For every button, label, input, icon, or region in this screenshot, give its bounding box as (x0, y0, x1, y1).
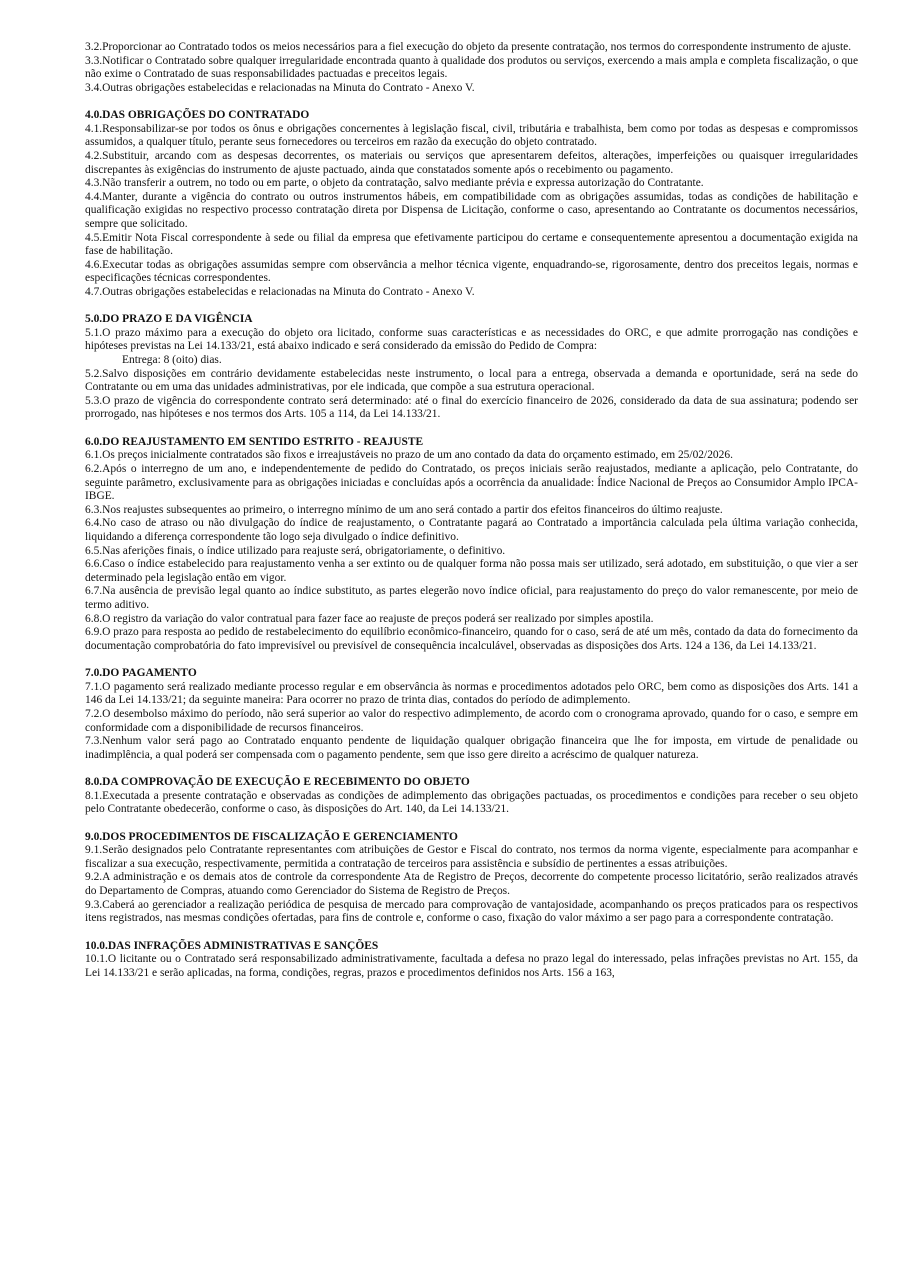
section-heading: 6.0.DO REAJUSTAMENTO EM SENTIDO ESTRITO - REAJUSTE (85, 435, 424, 448)
paragraph-10-1: 10.1.O licitante ou o Contratado será responsabilizado administrativamente, facultada a defesa no prazo legal do interessado, pelas infrações previstas no Art. 155, da Lei 14.133/21 e serão aplicadas, na forma, condições, regras, prazos e procedimentos definidos nos Arts. 156 a 163, (85, 953, 858, 979)
paragraph-9-3: 9.3.Caberá ao gerenciador a realização periódica de pesquisa de mercado para comprovação de vantajosidade, acompanhando os preços praticados para os respectivos itens registrados, nas mesmas condições ofertadas, para fins de controle e, conforme o caso, fixação do valor máximo a ser pago para a correspondente contratação. (85, 898, 858, 925)
paragraph-4-4: 4.4.Manter, durante a vigência do contrato ou outros instrumentos hábeis, em compatibilidade com as obrigações assumidas, todas as condições de habilitação e qualificação exigidas no respectivo processo contratação direta por Dispensa de Licitação, conforme o caso, apresentando ao Contratante os documentos necessários, sempre que solicitado. (85, 190, 858, 230)
paragraph-6-5: 6.5.Nas aferições finais, o índice utilizado para reajuste será, obrigatoriamente, o definitivo. (85, 544, 506, 557)
intro-block (85, 41, 858, 95)
paragraph-3-2: 3.2.Proporcionar ao Contratado todos os meios necessários para a fiel execução do objeto da presente contratação, nos termos do correspondente instrumento de ajuste. (85, 41, 852, 53)
paragraph-4-2: 4.2.Substituir, arcando com as despesas decorrentes, os materiais ou serviços que apresentarem defeitos, alterações, imperfeições ou quaisquer irregularidades discrepantes às exigências do instrumento de ajuste pactuado, ainda que constatados somente após o recebimento ou pagamento. (85, 149, 858, 176)
section-heading: 7.0.DO PAGAMENTO (85, 667, 197, 680)
paragraph-5-3: 5.3.O prazo de vigência do correspondente contrato será determinado: até o final do exercício financeiro de 2026, considerado da data de sua assinatura; podendo ser prorrogado, nas hipóteses e nos termos dos Arts. 105 a 114, da Lei 14.133/21. (85, 394, 858, 421)
section-5 (85, 313, 858, 422)
section-9 (85, 831, 858, 926)
paragraph-5-2: 5.2.Salvo disposições em contrário devidamente estabelecidas neste instrumento, o local para a entrega, observada a demanda e oportunidade, será na sede do Contratante ou em uma das unidades administrativas, por ele indicada, que compõe a sua estrutura operacional. (85, 367, 858, 394)
section-heading: 5.0.DO PRAZO E DA VIGÊNCIA (85, 313, 253, 326)
paragraph-6-1: 6.1.Os preços inicialmente contratados são fixos e irreajustáveis no prazo de um ano contado da data do orçamento estimado, em 25/02/2026. (85, 449, 733, 462)
section-6 (85, 436, 858, 654)
section-4 (85, 109, 858, 299)
section-7 (85, 667, 858, 762)
paragraph-7-1: 7.1.O pagamento será realizado mediante processo regular e em observância às normas e procedimentos adotados pelo ORC, bem como as disposições dos Arts. 141 a 146 da Lei 14.133/21; da seguinte maneira: Para ocorrer no prazo de trinta dias, contados do período de adimplemento. (85, 680, 858, 707)
section-8 (85, 776, 858, 817)
paragraph-6-2: 6.2.Após o interregno de um ano, e independentemente de pedido do Contratado, os preços iniciais serão reajustados, mediante a aplicação, pelo Contratante, do seguinte parâmetro, exclusivamente para as obrigações iniciadas e concluídas após a ocorrência da anualidade: Índice Nacional de Preços ao Consumidor Amplo IPCA-IBGE. (85, 463, 858, 503)
section-heading: 4.0.DAS OBRIGAÇÕES DO CONTRATADO (85, 109, 310, 122)
paragraph-5-1: 5.1.O prazo máximo para a execução do objeto ora licitado, conforme suas características e as necessidades do ORC, e que admite prorrogação nas condições e hipóteses previstas na Lei 14.133/21, está abaixo indicado e será considerado da emissão do Pedido de Compra: (85, 326, 858, 353)
paragraph-8-1: 8.1.Executada a presente contratação e observadas as condições de adimplemento das obrigações pactuadas, os procedimentos e condições para receber o seu objeto pelo Contratante obedecerão, conforme o caso, às disposições do Art. 140, da Lei 14.133/21. (85, 789, 858, 816)
paragraph-6-8: 6.8.O registro da variação do valor contratual para fazer face ao reajuste de preços poderá ser realizado por simples apostila. (85, 612, 654, 625)
paragraph-7-2: 7.2.O desembolso máximo do período, não será superior ao valor do respectivo adimplemento, de acordo com o cronograma aprovado, quando for o caso, e sempre em conformidade com a disponibilidade de recursos financeiros. (85, 707, 858, 734)
paragraph-7-3: 7.3.Nenhum valor será pago ao Contratado enquanto pendente de liquidação qualquer obrigação financeira que lhe for imposta, em virtude de penalidade ou inadimplência, a qual poderá ser compensada com o pagamento pendente, sem que isso gere direito a acréscimo de qualquer natureza. (85, 735, 858, 761)
section-10 (85, 940, 858, 981)
section-heading: 8.0.DA COMPROVAÇÃO DE EXECUÇÃO E RECEBIMENTO DO OBJETO (85, 776, 470, 789)
paragraph-4-3: 4.3.Não transferir a outrem, no todo ou em parte, o objeto da contratação, salvo mediante prévia e expressa autorização do Contratante. (85, 177, 704, 190)
section-heading: 10.0.DAS INFRAÇÕES ADMINISTRATIVAS E SANÇÕES (85, 939, 379, 952)
paragraph-4-5: 4.5.Emitir Nota Fiscal correspondente à sede ou filial da empresa que efetivamente participou do certame e consequentemente apresentou a documentação exigida na fase de habilitação. (85, 231, 858, 258)
paragraph-4-7: 4.7.Outras obrigações estabelecidas e relacionadas na Minuta do Contrato - Anexo V. (85, 285, 475, 298)
paragraph-9-2: 9.2.A administração e os demais atos de controle da correspondente Ata de Registro de Preços, decorrente do competente processo licitatório, serão realizados através do Departamento de Compras, atuando como Gerenciador do Sistema de Registro de Preços. (85, 871, 858, 898)
paragraph-9-1: 9.1.Serão designados pelo Contratante representantes com atribuições de Gestor e Fiscal do contrato, nos termos da norma vigente, especialmente para acompanhar e fiscalizar a sua execução, respectivamente, permitida a contratação de terceiros para assistência e subsídio de pertinentes a essas atribuições. (85, 844, 858, 870)
paragraph-4-1: 4.1.Responsabilizar-se por todos os ônus e obrigações concernentes à legislação fiscal, civil, tributária e trabalhista, bem como por todas as despesas e compromissos assumidos, a qualquer título, perante seus fornecedores ou terceiros em razão da execução do objeto contratado. (85, 122, 858, 149)
paragraph-4-6: 4.6.Executar todas as obrigações assumidas sempre com observância a melhor técnica vigente, enquadrando-se, rigorosamente, dentro dos preceitos legais, normas e especificações técnicas correspondentes. (85, 258, 858, 285)
section-heading: 9.0.DOS PROCEDIMENTOS DE FISCALIZAÇÃO E GERENCIAMENTO (85, 830, 458, 843)
paragraph-6-9: 6.9.O prazo para resposta ao pedido de restabelecimento do equilíbrio econômico-financeiro, quando for o caso, será de até um mês, contado da data do fornecimento da documentação comprobatória do fato imprevisível ou previsível de consequência incalculável, observadas as disposições dos Arts. 124 a 136, da Lei 14.133/21. (85, 626, 858, 652)
paragraph-6-4: 6.4.No caso de atraso ou não divulgação do índice de reajustamento, o Contratante pagará ao Contratado a importância calculada pela última variação conhecida, liquidando a diferença correspondente tão logo seja divulgado o índice definitivo. (85, 517, 858, 543)
paragraph-3-3: 3.3.Notificar o Contratado sobre qualquer irregularidade encontrada quanto à qualidade dos produtos ou serviços, exercendo a mais ampla e completa fiscalização, o que não exime o Contratado de suas responsabilidades pactuadas e preceitos legais. (85, 54, 859, 81)
paragraph-6-6: 6.6.Caso o índice estabelecido para reajustamento venha a ser extinto ou de qualquer forma não possa mais ser utilizado, será adotado, em substituição, o que vier a ser determinado pela legislação então em vigor. (85, 558, 858, 584)
paragraph-6-7: 6.7.Na ausência de previsão legal quanto ao índice substituto, as partes elegerão novo índice oficial, para reajustamento do preço do valor remanescente, por meio de termo aditivo. (85, 585, 858, 611)
paragraph-6-3: 6.3.Nos reajustes subsequentes ao primeiro, o interregno mínimo de um ano será contado a partir dos efeitos financeiros do último reajuste. (85, 503, 723, 516)
paragraph-3-4: 3.4.Outras obrigações estabelecidas e relacionadas na Minuta do Contrato - Anexo V. (85, 81, 475, 94)
paragraph-delivery: Entrega: 8 (oito) dias. (122, 354, 222, 367)
